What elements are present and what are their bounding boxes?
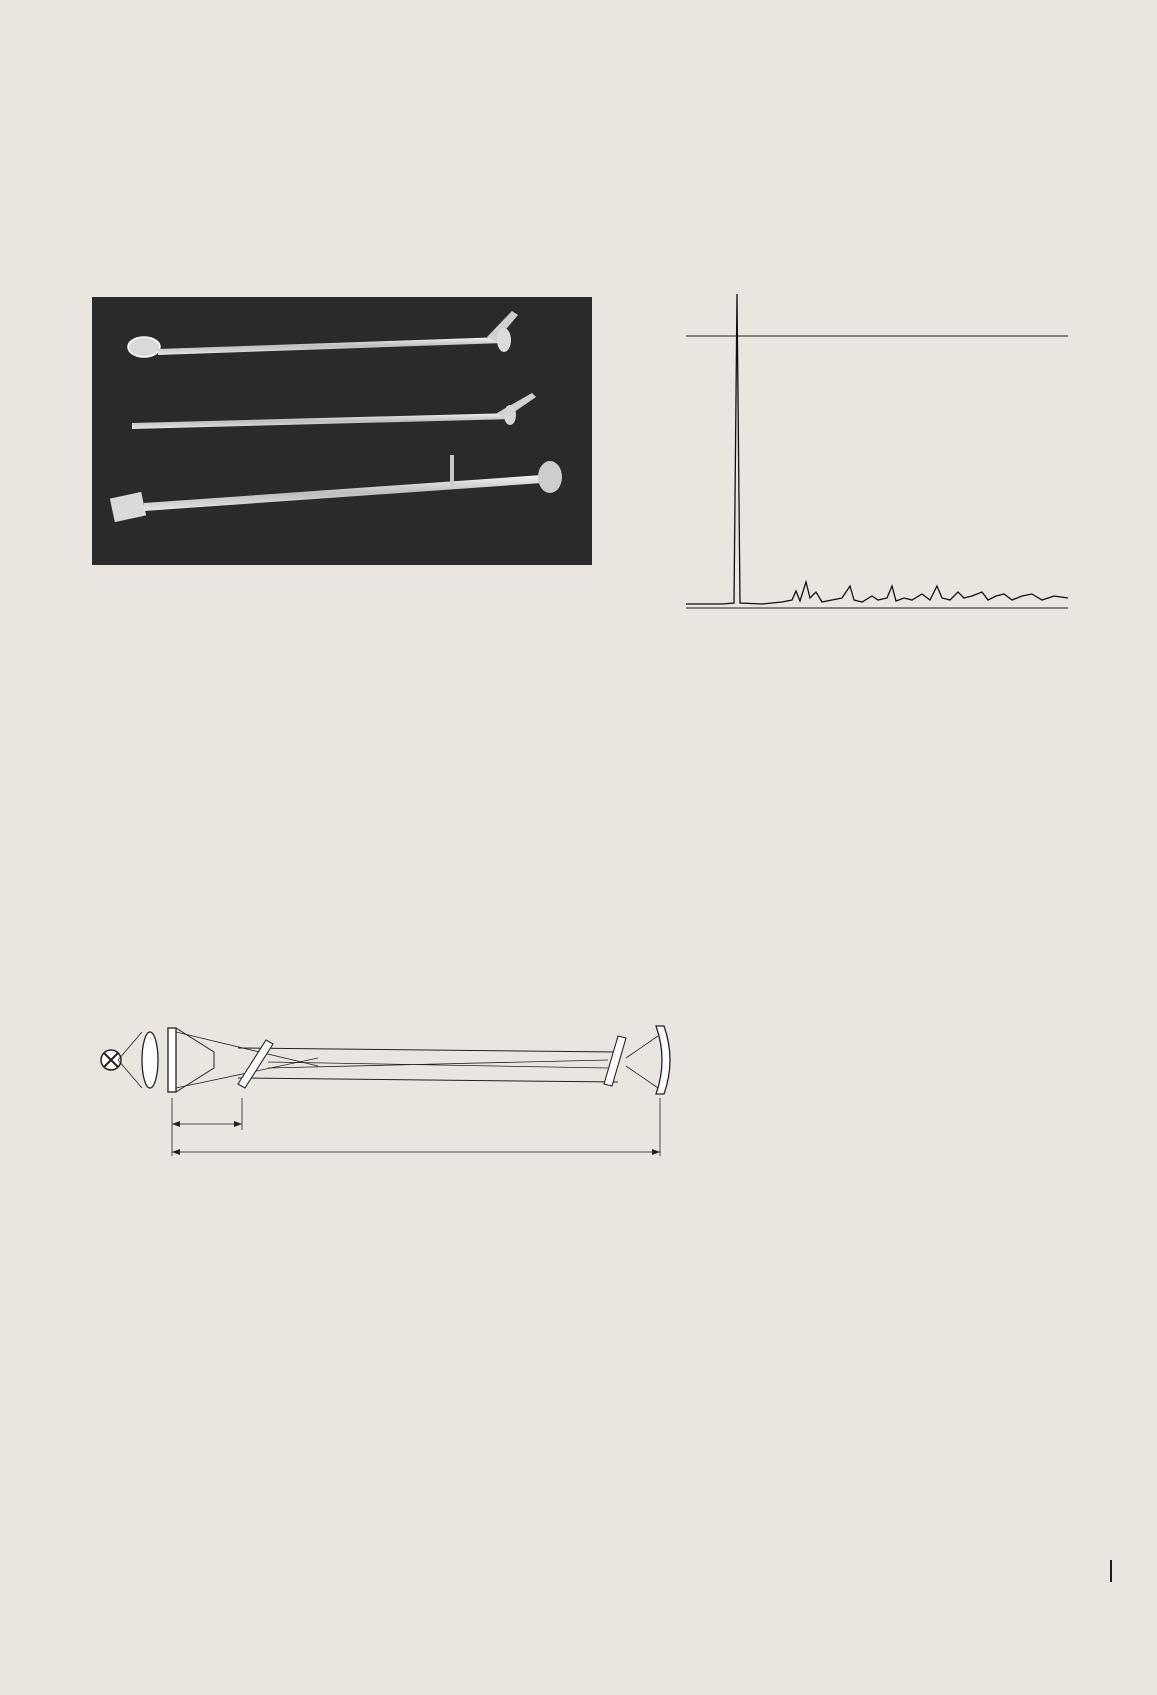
figure-9-photo xyxy=(92,297,592,565)
figure-10-diagram xyxy=(98,1018,710,1168)
mirror-1 xyxy=(168,1028,176,1092)
tubes-photo-drawing xyxy=(92,297,592,565)
spectrum-trace xyxy=(686,294,1068,604)
window-left xyxy=(238,1040,273,1088)
page-footer xyxy=(800,1560,1120,1582)
window-right xyxy=(604,1036,626,1086)
laser-tube xyxy=(238,1048,618,1052)
figure-11-spectrum xyxy=(682,286,1072,660)
condenser-lens xyxy=(142,1032,158,1088)
